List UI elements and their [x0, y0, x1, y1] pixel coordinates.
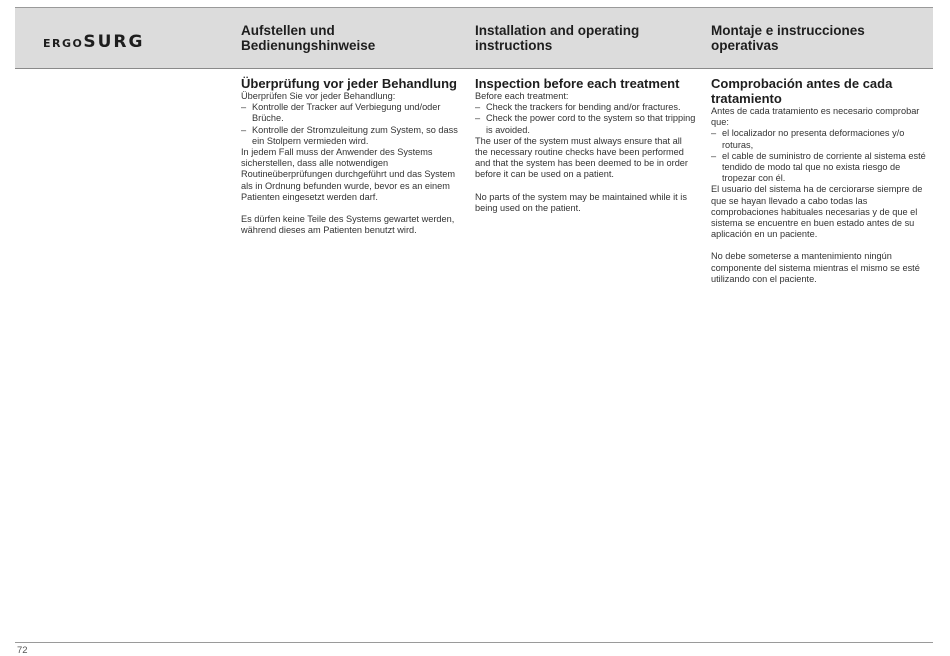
- checklist: [711, 128, 933, 184]
- paragraph: No parts of the system may be maintained while it is being used on the patient.: [475, 191, 687, 213]
- checklist-item: – el cable de suministro de corriente al sistema esté tendido de modo tal que no exista riesgo de tropezar con él.: [711, 151, 933, 185]
- section-title: Inspection before each treatment: [475, 76, 680, 91]
- header-english: Installation and operating instructions: [475, 23, 640, 53]
- intro-text: Before each treatment:: [475, 91, 569, 101]
- checklist-item: – Kontrolle der Stromzuleitung zum System, so dass ein Stolpern vermieden wird.: [241, 125, 459, 147]
- page-number: 72: [17, 645, 28, 656]
- ergosurg-logo: [43, 32, 144, 52]
- checklist-item: – Kontrolle der Tracker auf Verbiegung und/oder Brüche.: [241, 102, 459, 124]
- header-german: Aufstellen und Bedienungshinweise: [241, 23, 376, 53]
- section-title: Überprüfung vor jeder Behandlung: [241, 76, 457, 91]
- column-spanish: [711, 76, 933, 285]
- paragraph: The user of the system must always ensure that all the necessary routine checks have been performed and that the system has been deemed to be in order before it can be used on a patient.: [475, 135, 688, 180]
- intro-text: Überprüfen Sie vor jeder Behandlung:: [241, 91, 396, 101]
- column-english: [475, 76, 697, 214]
- column-german: [241, 76, 459, 236]
- header-spanish: Montaje e instrucciones operativas: [711, 23, 865, 53]
- checklist-item: – Check the trackers for bending and/or fractures.: [475, 102, 697, 113]
- logo-name: SURG: [83, 32, 145, 52]
- checklist-item: – el localizador no presenta deformaciones y/o roturas,: [711, 128, 933, 150]
- paragraph: Es dürfen keine Teile des Systems gewartet werden, während dieses am Patienten benutzt wird.: [241, 214, 455, 236]
- bottom-rule: [15, 642, 933, 643]
- paragraph: No debe someterse a mantenimiento ningún componente del sistema mientras el mismo se esté utilizando con el paciente.: [711, 251, 920, 284]
- checklist: [475, 102, 697, 136]
- checklist: [241, 102, 459, 147]
- checklist-item: – Check the power cord to the system so that tripping is avoided.: [475, 113, 697, 135]
- logo-prefix: ERGO: [43, 37, 84, 50]
- paragraph: In jedem Fall muss der Anwender des Systems sicherstellen, dass alle notwendigen Routineüberprüfungen durchgeführt und das System als in Ordnung befunden wurde, bevor es an einem Patienten eingesetzt werden darf.: [241, 147, 456, 202]
- intro-text: Antes de cada tratamiento es necesario comprobar que:: [711, 106, 920, 128]
- section-title: Comprobación antes de cada tratamiento: [711, 76, 893, 106]
- paragraph: El usuario del sistema ha de cerciorarse siempre de que se hayan llevado a cabo todas las comprobaciones habituales necesarias y de que el sistema se encuentre en buen estado antes de su aplicación en un paciente.: [711, 184, 923, 240]
